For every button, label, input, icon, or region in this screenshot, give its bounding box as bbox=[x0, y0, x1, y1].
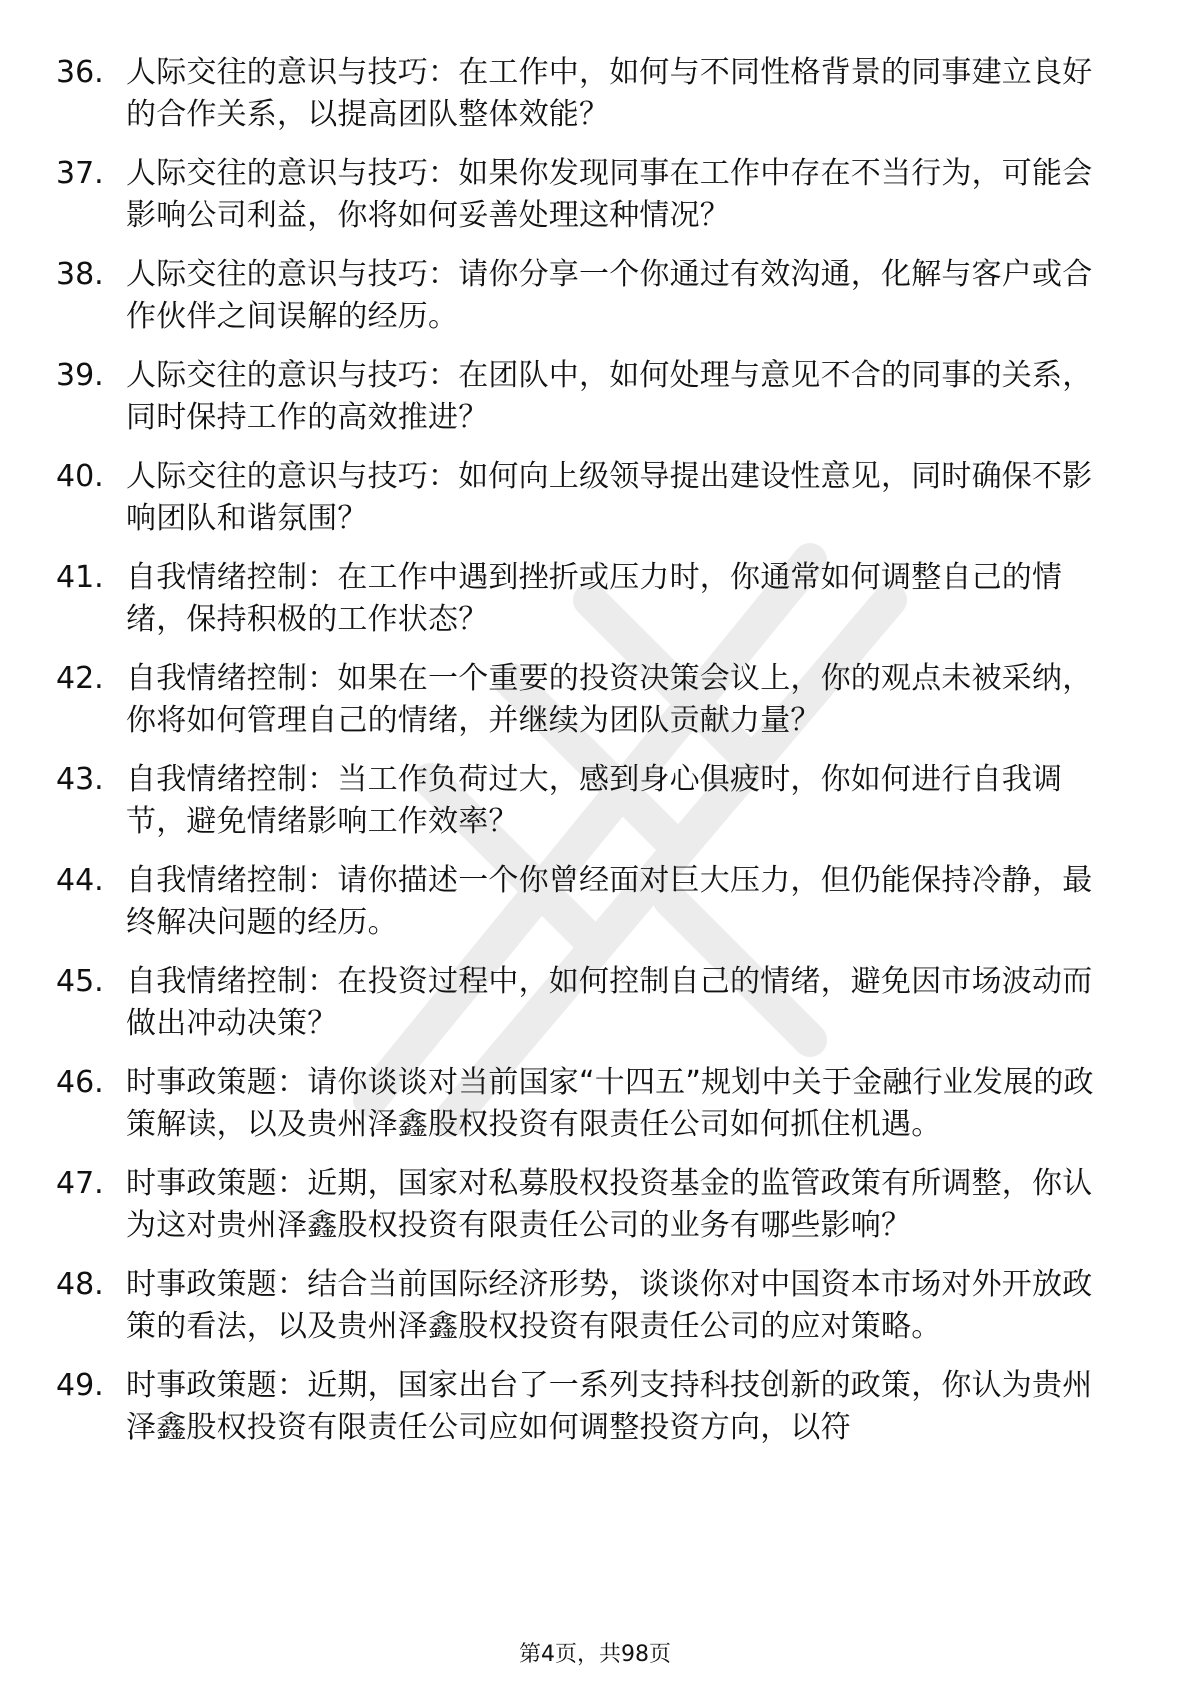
question-item bbox=[56, 1264, 1116, 1348]
question-list bbox=[56, 52, 1116, 1466]
question-item bbox=[56, 355, 1116, 439]
question-item bbox=[56, 52, 1116, 136]
question-text: 自我情绪控制：当工作负荷过大，感到身心俱疲时，你如何进行自我调节，避免情绪影响工作效率？ bbox=[126, 762, 1063, 839]
question-text: 时事政策题：请你谈谈对当前国家“十四五”规划中关于金融行业发展的政策解读，以及贵州泽鑫股权投资有限责任公司如何抓住机遇。 bbox=[126, 1065, 1094, 1142]
question-item bbox=[56, 153, 1116, 237]
question-number: 47. bbox=[56, 1166, 104, 1201]
question-number: 40. bbox=[56, 459, 104, 494]
question-number: 44. bbox=[56, 863, 104, 898]
question-number: 48. bbox=[56, 1267, 104, 1302]
question-number: 49. bbox=[56, 1368, 104, 1403]
question-number: 45. bbox=[56, 964, 104, 999]
question-item bbox=[56, 456, 1116, 540]
question-number: 38. bbox=[56, 257, 104, 292]
question-item bbox=[56, 658, 1116, 742]
question-item bbox=[56, 860, 1116, 944]
question-text: 人际交往的意识与技巧：如果你发现同事在工作中存在不当行为，可能会影响公司利益，你将如何妥善处理这种情况？ bbox=[126, 156, 1093, 233]
question-item bbox=[56, 961, 1116, 1045]
question-item bbox=[56, 1062, 1116, 1146]
question-number: 37. bbox=[56, 156, 104, 191]
question-item bbox=[56, 1365, 1116, 1449]
question-text: 时事政策题：近期，国家对私募股权投资基金的监管政策有所调整，你认为这对贵州泽鑫股权投资有限责任公司的业务有哪些影响？ bbox=[126, 1166, 1093, 1243]
question-text: 时事政策题：近期，国家出台了一系列支持科技创新的政策，你认为贵州泽鑫股权投资有限责任公司应如何调整投资方向，以符 bbox=[126, 1368, 1093, 1445]
question-text: 自我情绪控制：在工作中遇到挫折或压力时，你通常如何调整自己的情绪，保持积极的工作状态？ bbox=[126, 560, 1063, 637]
question-number: 41. bbox=[56, 560, 104, 595]
question-number: 43. bbox=[56, 762, 104, 797]
question-number: 42. bbox=[56, 661, 104, 696]
question-text: 人际交往的意识与技巧：在团队中，如何处理与意见不合的同事的关系，同时保持工作的高效推进？ bbox=[126, 358, 1093, 435]
question-text: 时事政策题：结合当前国际经济形势，谈谈你对中国资本市场对外开放政策的看法，以及贵州泽鑫股权投资有限责任公司的应对策略。 bbox=[126, 1267, 1093, 1344]
question-text: 人际交往的意识与技巧：在工作中，如何与不同性格背景的同事建立良好的合作关系，以提高团队整体效能？ bbox=[126, 55, 1093, 132]
question-text: 人际交往的意识与技巧：请你分享一个你通过有效沟通，化解与客户或合作伙伴之间误解的经历。 bbox=[126, 257, 1093, 334]
question-item bbox=[56, 1163, 1116, 1247]
question-item bbox=[56, 557, 1116, 641]
question-number: 46. bbox=[56, 1065, 104, 1100]
question-item bbox=[56, 759, 1116, 843]
question-text: 自我情绪控制：如果在一个重要的投资决策会议上，你的观点未被采纳，你将如何管理自己的情绪，并继续为团队贡献力量？ bbox=[126, 661, 1093, 738]
question-item bbox=[56, 254, 1116, 338]
question-text: 自我情绪控制：在投资过程中，如何控制自己的情绪，避免因市场波动而做出冲动决策？ bbox=[126, 964, 1093, 1041]
question-number: 39. bbox=[56, 358, 104, 393]
page-footer: 第4页，共98页 bbox=[519, 1642, 671, 1667]
question-number: 36. bbox=[56, 55, 104, 90]
question-text: 人际交往的意识与技巧：如何向上级领导提出建设性意见，同时确保不影响团队和谐氛围？ bbox=[126, 459, 1093, 536]
question-text: 自我情绪控制：请你描述一个你曾经面对巨大压力，但仍能保持冷静，最终解决问题的经历。 bbox=[126, 863, 1093, 940]
